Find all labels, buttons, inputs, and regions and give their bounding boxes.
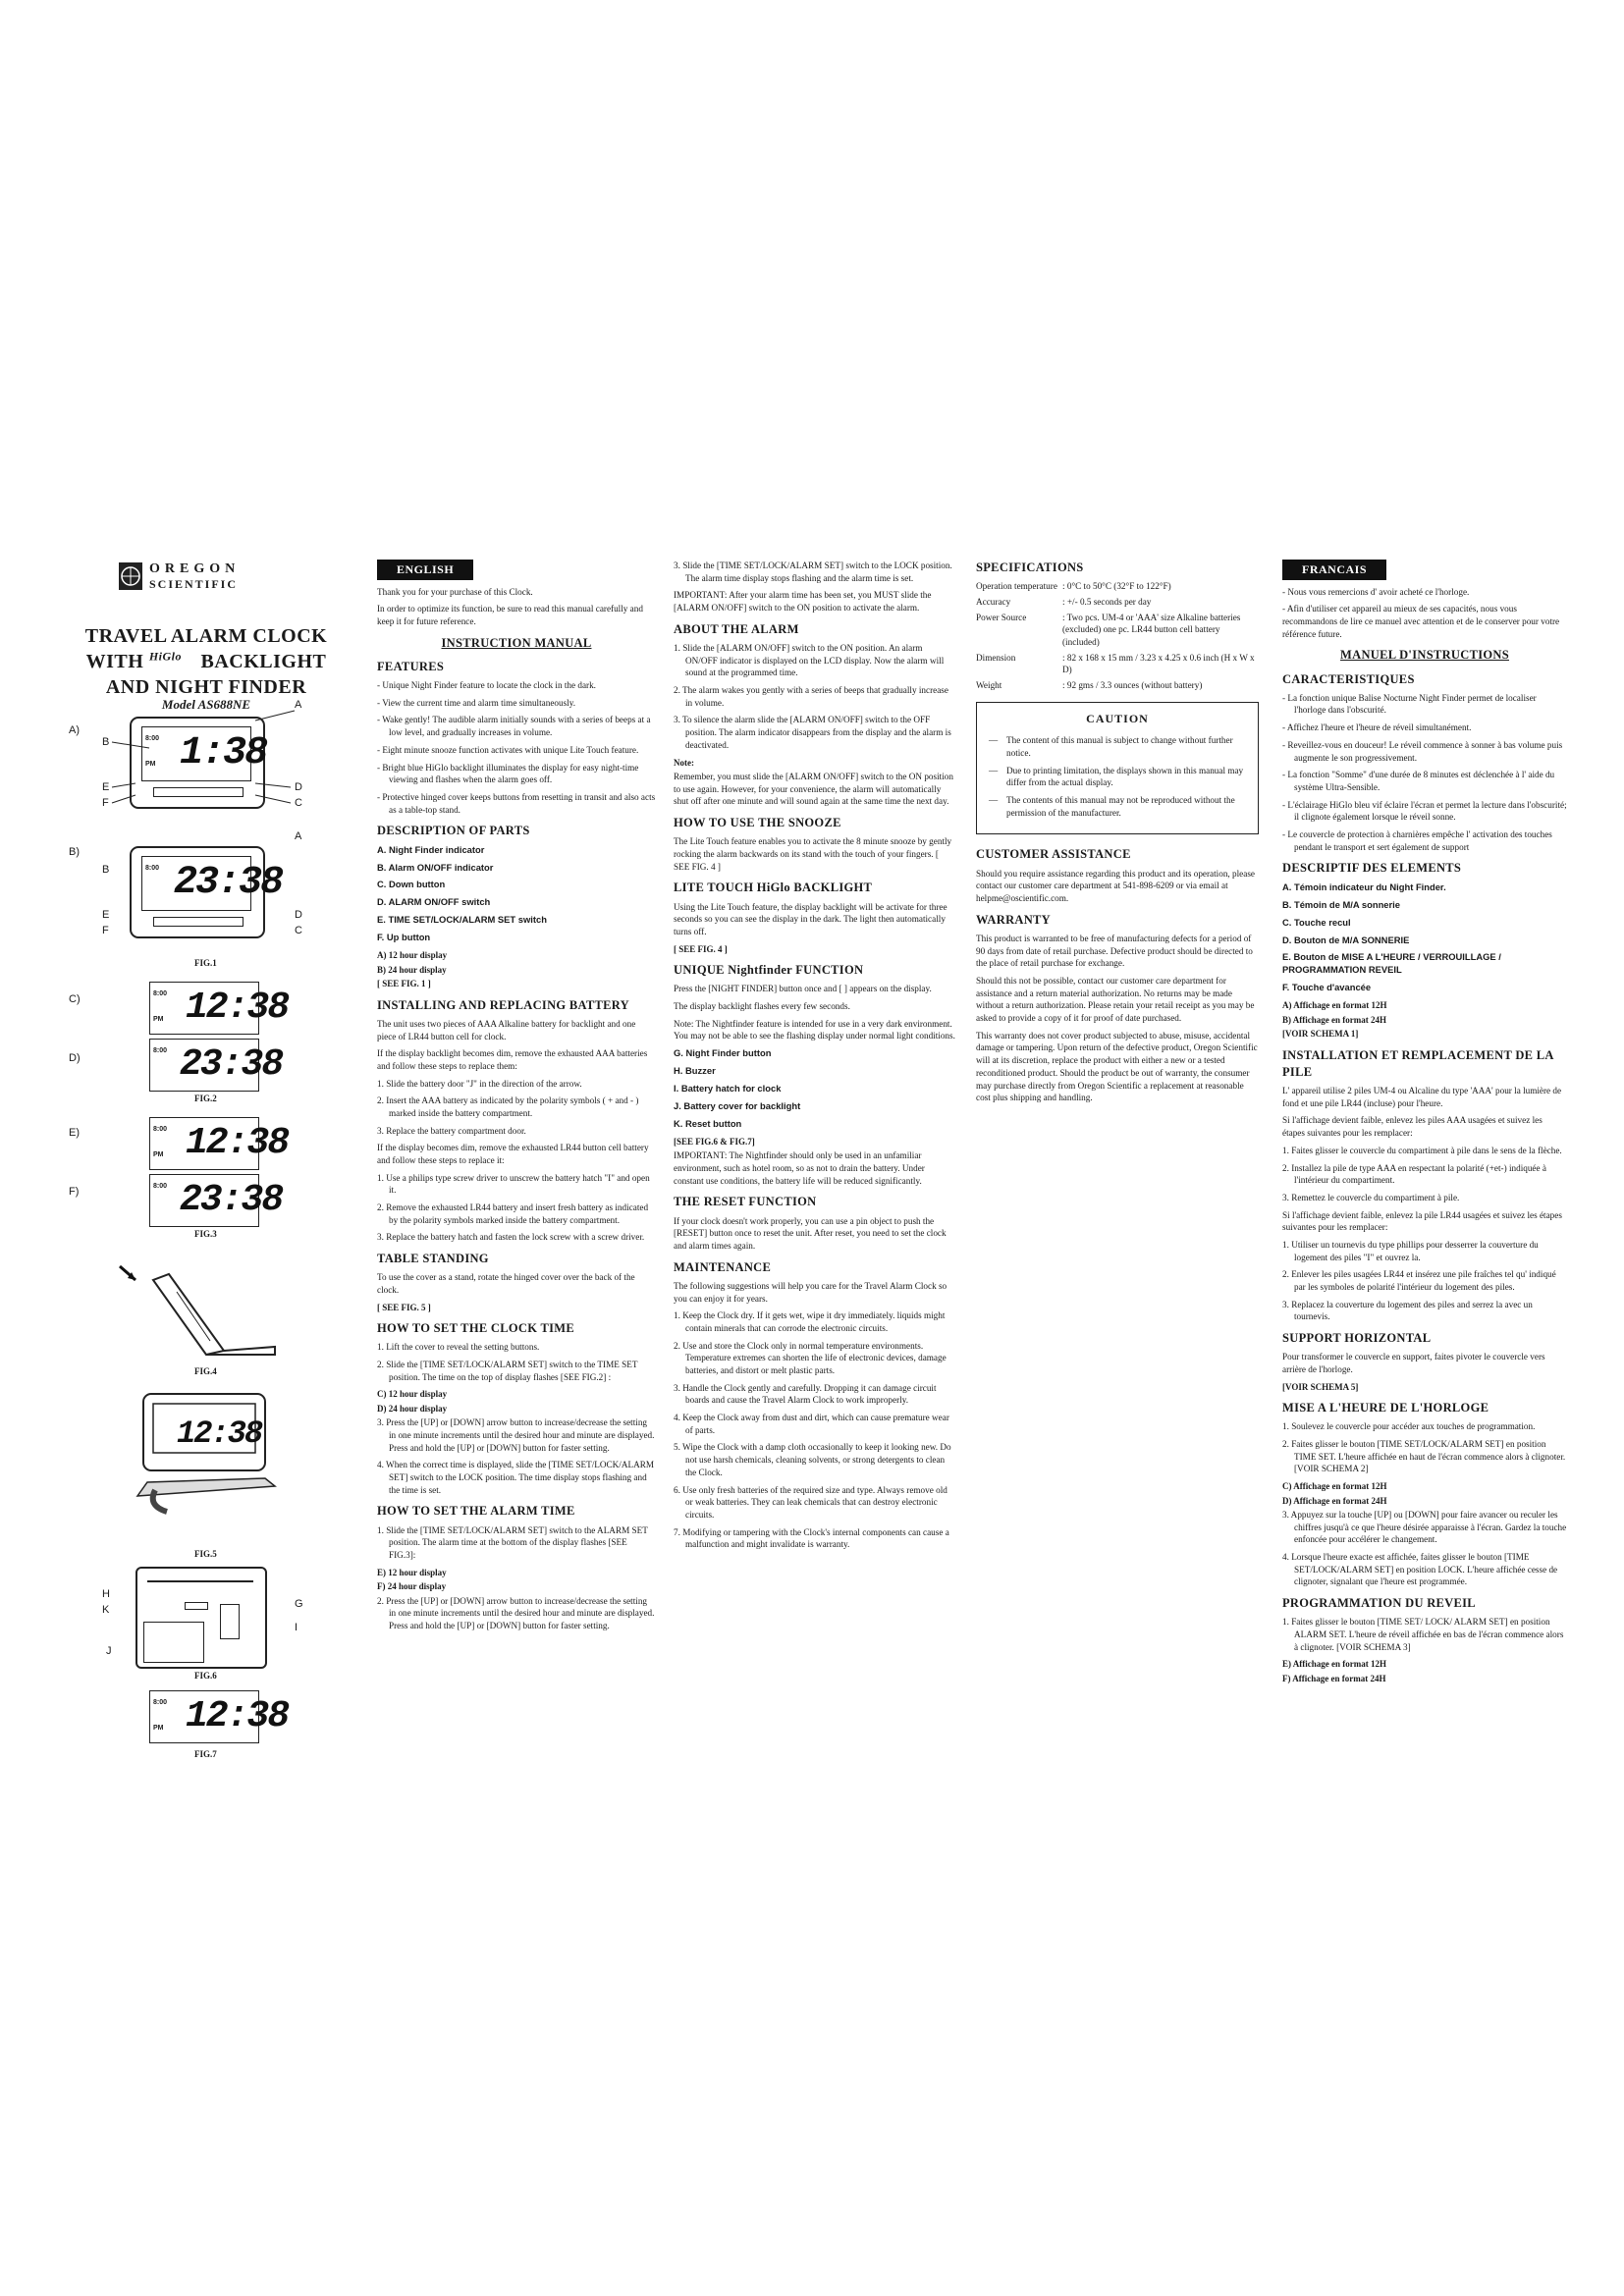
alarm-time-readout: 8:00 bbox=[153, 1699, 168, 1706]
caution-item bbox=[989, 765, 1246, 789]
pm-indicator: PM bbox=[153, 1725, 164, 1732]
callout-c: C bbox=[295, 797, 302, 809]
display-mode-f: F) 24 hour display bbox=[377, 1581, 447, 1592]
spec-key: Weight bbox=[976, 680, 1002, 691]
display-mode-c: C) Affichage en format 12H bbox=[1282, 1481, 1387, 1492]
row-label-d: D) bbox=[69, 1052, 81, 1064]
battery-step: 2. Installez la pile de type AAA en respectant la polarité (+et-) indiquée à l'intérieur du compartiment. bbox=[1282, 1162, 1546, 1186]
part-item: F. Up button bbox=[377, 932, 431, 943]
spec-row bbox=[976, 652, 1259, 676]
battery-text: Si l'affichage devient faible, enlevez les piles AAA usagées et suivez les étapes suivantes pour les remplacer: bbox=[1282, 1115, 1543, 1139]
reset-text: If your clock doesn't work properly, you can use a pin object to push the [RESET] button once to reset the unit. After reset, you need to set the clock and alarm times again. bbox=[674, 1215, 947, 1251]
part-item: E. TIME SET/LOCK/ALARM SET switch bbox=[377, 914, 547, 926]
manual-heading: MANUEL D'INSTRUCTIONS bbox=[1340, 648, 1509, 663]
see-fig-ref: [VOIR SCHEMA 1] bbox=[1282, 1029, 1359, 1040]
alarm-time-readout: 8:00 bbox=[153, 990, 168, 997]
time-digits: 12:38 bbox=[186, 987, 289, 1029]
part-item: B. Alarm ON/OFF indicator bbox=[377, 861, 494, 873]
caution-box bbox=[976, 702, 1259, 835]
display-mode-a: A) 12 hour display bbox=[377, 950, 448, 961]
lite-touch-heading: LITE TOUCH HiGlo BACKLIGHT bbox=[674, 881, 873, 895]
callout-g: G bbox=[295, 1598, 303, 1610]
spec-row bbox=[976, 679, 1259, 692]
feature-item: - Le couvercle de protection à charnières empêche l' activation des touches pendant le transport et sert également de support bbox=[1282, 828, 1552, 852]
battery-text: If the display becomes dim, remove the exhausted LR44 button cell battery and follow these steps to replace it: bbox=[377, 1143, 649, 1166]
clock-step: 1. Soulevez le couvercle pour accéder aux touches de programmation. bbox=[1282, 1421, 1536, 1432]
about-alarm-heading: ABOUT THE ALARM bbox=[674, 621, 799, 636]
part-item: A. Témoin indicateur du Night Finder. bbox=[1282, 881, 1446, 892]
battery-step: 3. Remettez le couvercle du compartiment à pile. bbox=[1282, 1192, 1460, 1202]
spec-value: : 82 x 168 x 15 mm / 3.23 x 4.25 x 0.6 inch (H x W x D) bbox=[1062, 652, 1255, 675]
battery-cover-backlight bbox=[143, 1622, 204, 1663]
part-item: C. Touche recul bbox=[1282, 916, 1351, 928]
display-mode-b: B) 24 hour display bbox=[377, 964, 447, 975]
caption-fig2: FIG.2 bbox=[194, 1094, 217, 1103]
alarm-time-heading: HOW TO SET THE ALARM TIME bbox=[377, 1504, 575, 1519]
english-column-2 bbox=[674, 560, 956, 1556]
specifications-heading: SPECIFICATIONS bbox=[976, 561, 1084, 574]
intro-text: - Nous vous remercions d' avoir acheté ce l'horloge. bbox=[1282, 586, 1470, 597]
maintenance-item: 5. Wipe the Clock with a damp cloth occasionally to keep it looking new. Do not use harsh chemicals, cleaning solvents, or strong detergents to clean the Clock. bbox=[674, 1442, 951, 1477]
customer-assistance-heading: CUSTOMER ASSISTANCE bbox=[976, 847, 1131, 862]
time-digits: 23:38 bbox=[180, 1179, 283, 1221]
french-banner: FRANCAIS bbox=[1282, 560, 1386, 580]
callout-f: F bbox=[102, 797, 109, 809]
maintenance-item: 3. Handle the Clock gently and carefully. Dropping it can damage circuit boards and cause the Travel Alarm Clock to work improperly. bbox=[674, 1382, 937, 1406]
feature-item: - View the current time and alarm time simultaneously. bbox=[377, 697, 576, 708]
buzzer-slot bbox=[147, 1580, 253, 1582]
maintenance-item: 4. Keep the Clock away from dust and dirt, which can cause premature wear of parts. bbox=[674, 1413, 949, 1435]
fig5-time-digits: 12:38 bbox=[177, 1415, 262, 1452]
clock-step: 3. Press the [UP] or [DOWN] arrow button to increase/decrease the setting in one minute increments until the desired hour and minute are displayed. Press and hold the [UP] or [DOWN] button for faster setting. bbox=[377, 1417, 655, 1453]
display-mode-f: F) Affichage en format 24H bbox=[1282, 1673, 1386, 1683]
callout-f2: F bbox=[102, 925, 109, 936]
intro-text: Thank you for your purchase of this Clock. bbox=[377, 586, 533, 597]
clock-step: 3. Appuyez sur la touche [UP] ou [DOWN] pour faire avancer ou reculer les chiffres jusqu'à ce que l'heure désirée apparaisse à l'écran. Gardez la touche enfoncée pour accélérer le changement. bbox=[1282, 1509, 1567, 1545]
caution-text: The contents of this manual may not be reproduced without the permission of the manufacturer. bbox=[1006, 795, 1235, 818]
spec-row bbox=[976, 596, 1259, 609]
title-higlo: HiGlo bbox=[148, 649, 182, 664]
callout-a: A bbox=[295, 699, 302, 711]
title-line1: TRAVEL ALARM CLOCK bbox=[84, 625, 328, 647]
callout-d: D bbox=[295, 781, 302, 793]
clock-step: 4. Lorsque l'heure exacte est affichée, faites glisser le bouton [TIME SET/LOCK/ALARM SET] en position LOCK. L'heure affichée cesse de clignoter, signalant que l'heure est programmée. bbox=[1282, 1552, 1558, 1587]
warranty-text: This warranty does not cover product subjected to abuse, misuse, accidental damage or tampering. Upon return of the defective product, Oregon Scientific will at its discretion, replace the product with either a new or a tested reconditioned product. Should the product be out of warranty, the consumer may purchase directly from Oregon Scientific a replacement at reasonable cost plus shipping and handling. bbox=[976, 1030, 1258, 1103]
caption-fig4: FIG.4 bbox=[194, 1366, 217, 1376]
feature-item: - La fonction "Somme" d'une durée de 8 minutes est déclenchée à l' aide du système Ultra-Sensible. bbox=[1282, 770, 1555, 792]
clock-step: 1. Lift the cover to reveal the setting buttons. bbox=[377, 1342, 540, 1353]
nightfinder-heading: UNIQUE Nightfinder FUNCTION bbox=[674, 963, 864, 977]
see-fig-ref: [ SEE FIG. 4 ] bbox=[674, 943, 728, 954]
callout-k: K bbox=[102, 1604, 110, 1616]
button-strip bbox=[153, 917, 244, 927]
reset-button bbox=[185, 1602, 208, 1610]
clock-device-b bbox=[130, 846, 283, 938]
nightfinder-text: Note: The Nightfinder feature is intended for use in a very dark environment. You may not be able to see the flashing display under normal light conditions. bbox=[674, 1018, 955, 1041]
important-note: IMPORTANT: The Nightfinder should only be used in an unfamiliar environment, such as hotel room, so as not to drain the battery. Under constant use conditions, the battery life will be reduced significantly. bbox=[674, 1150, 925, 1186]
part-item: C. Down button bbox=[377, 879, 446, 890]
caution-text: The content of this manual is subject to change without further notice. bbox=[1006, 735, 1233, 758]
lite-touch-text: Using the Lite Touch feature, the display backlight will be activate for three seconds so you can see the display in the dark. The light then automatically turns off. bbox=[674, 901, 947, 936]
english-banner: ENGLISH bbox=[377, 560, 473, 580]
clock-back-view bbox=[135, 1567, 267, 1669]
see-fig-ref: [VOIR SCHEMA 5] bbox=[1282, 1381, 1359, 1392]
caution-item bbox=[989, 734, 1246, 759]
caption-fig3: FIG.3 bbox=[194, 1229, 217, 1239]
spec-key: Operation temperature bbox=[976, 581, 1057, 592]
part-item: H. Buzzer bbox=[674, 1064, 716, 1076]
display-mode-d: D) Affichage en format 24H bbox=[1282, 1495, 1387, 1506]
caution-text: Due to printing limitation, the displays shown in this manual may differ from the actual display. bbox=[1006, 765, 1244, 788]
nightfinder-text: The display backlight flashes every few seconds. bbox=[674, 1000, 850, 1011]
callout-a2: A bbox=[295, 830, 302, 842]
time-digits: 12:38 bbox=[186, 1122, 289, 1164]
feature-item: - Affichez l'heure et l'heure de réveil simultanément. bbox=[1282, 722, 1472, 733]
intro-text: In order to optimize its function, be sure to read this manual carefully and keep it for future reference. bbox=[377, 604, 643, 626]
alarm-time-readout: 8:00 bbox=[153, 1126, 168, 1133]
caption-fig1: FIG.1 bbox=[194, 958, 217, 968]
note-text: Remember, you must slide the [ALARM ON/OFF] switch to the ON position to use again. However, for your convenience, the alarm will automatically shut off after one minute and will sound again at the same time the next day. bbox=[674, 771, 953, 807]
lcd-fig2-c bbox=[149, 982, 289, 1035]
clock-step: 2. Faites glisser le bouton [TIME SET/LOCK/ALARM SET] en position TIME SET. L'heure affichée en haut de l'écran commence alors à clignoter. [VOIR SCHEMA 2] bbox=[1282, 1439, 1566, 1474]
battery-text: Si l'affichage devient faible, enlevez la pile LR44 usagées et suivez les étapes suivantes pour les remplacer: bbox=[1282, 1209, 1562, 1233]
battery-step: 1. Slide the battery door "J" in the direction of the arrow. bbox=[377, 1078, 582, 1089]
battery-step: 3. Replace the battery hatch and fasten the lock screw with a screw driver. bbox=[377, 1232, 645, 1243]
battery-step: 1. Utiliser un tournevis du type phillips pour desserrer la couverture du logement des piles "I" et ouvrez la. bbox=[1282, 1239, 1539, 1262]
caution-item bbox=[989, 794, 1246, 819]
see-fig-ref: [ SEE FIG. 5 ] bbox=[377, 1302, 431, 1312]
title-line2a: WITH bbox=[85, 651, 144, 672]
callout-c2: C bbox=[295, 925, 302, 936]
row-label-c: C) bbox=[69, 993, 81, 1005]
title-line2b: BACKLIGHT bbox=[200, 651, 327, 672]
warranty-text: Should this not be possible, contact our customer care department for assistance and a return material authorization. No returns may be made without a return authorization. Please retain your retail receipt as you may be asked to provide a copy of it for proof of date purchased. bbox=[976, 976, 1255, 1024]
stand-text: To use the cover as a stand, rotate the hinged cover over the back of the clock. bbox=[377, 1272, 635, 1296]
brand-line2: SCIENTIFIC bbox=[149, 577, 239, 591]
dash-bullet: — bbox=[989, 765, 999, 775]
battery-step: 2. Insert the AAA battery as indicated by the polarity symbols ( + and - ) marked inside the battery compartment. bbox=[377, 1095, 639, 1118]
feature-item: - Protective hinged cover keeps buttons from resetting in transit and also acts as a table-top stand. bbox=[377, 791, 656, 815]
row-label-f: F) bbox=[69, 1186, 80, 1198]
part-item: K. Reset button bbox=[674, 1117, 742, 1129]
clock-time-heading: HOW TO SET THE CLOCK TIME bbox=[377, 1321, 574, 1336]
battery-text: L' appareil utilise 2 piles UM-4 ou Alcaline du type 'AAA' pour la lumière de fond et une pile LR44 (incluse) pour l'heure. bbox=[1282, 1086, 1562, 1108]
brand-logo bbox=[118, 561, 275, 595]
part-item: F. Touche d'avancée bbox=[1282, 982, 1372, 993]
alarm-time-heading: PROGRAMMATION DU REVEIL bbox=[1282, 1596, 1476, 1611]
spec-row bbox=[976, 612, 1259, 649]
note-label: Note: bbox=[674, 757, 694, 768]
alarm-time-readout: 8:00 bbox=[145, 865, 160, 872]
callout-b: B bbox=[102, 736, 110, 748]
spec-value: : 92 gms / 3.3 ounces (without battery) bbox=[1062, 680, 1203, 691]
alarm-step: 2. Press the [UP] or [DOWN] arrow button to increase/decrease the setting in one minute increments until the desired hour and minute are displayed. Press and hold the [UP] or [DOWN] button for faster setting. bbox=[377, 1595, 655, 1630]
battery-step: 3. Replacez la couverture du logement des piles and serrez la avec un tournevis. bbox=[1282, 1299, 1533, 1322]
display-mode-e: E) 12 hour display bbox=[377, 1567, 447, 1577]
alarm-step: 3. Slide the [TIME SET/LOCK/ALARM SET] switch to the LOCK position. The alarm time display stops flashing and the alarm time is set. bbox=[674, 561, 952, 583]
spec-value: : Two pcs. UM-4 or 'AAA' size Alkaline batteries (excluded) one pc. LR44 button cell battery (included) bbox=[1062, 612, 1241, 647]
battery-step: 3. Replace the battery compartment door. bbox=[377, 1125, 526, 1136]
spec-value: : 0°C to 50°C (32°F to 122°F) bbox=[1062, 581, 1171, 592]
battery-heading: INSTALLING AND REPLACING BATTERY bbox=[377, 997, 630, 1012]
feature-item: - Bright blue HiGlo backlight illuminates the display for easy night-time viewing and flashes when the alarm goes off. bbox=[377, 762, 639, 785]
model-number: Model AS688NE bbox=[161, 697, 251, 712]
callout-b2: B bbox=[102, 864, 110, 876]
clock-time-heading: MISE A L'HEURE DE L'HORLOGE bbox=[1282, 1401, 1489, 1415]
battery-heading: INSTALLATION ET REMPLACEMENT DE LA PILE bbox=[1282, 1047, 1553, 1079]
battery-step: 2. Remove the exhausted LR44 battery and insert fresh battery as indicated by the polarity symbols marked inside the battery compartment. bbox=[377, 1202, 649, 1225]
alarm-time-readout: 8:00 bbox=[153, 1047, 168, 1054]
brand-line1: OREGON bbox=[149, 561, 241, 576]
important-note: IMPORTANT: After your alarm time has been set, you MUST slide the [ALARM ON/OFF] switch to the ON position to activate the alarm. bbox=[674, 590, 932, 614]
features-heading: FEATURES bbox=[377, 659, 445, 673]
callout-h: H bbox=[102, 1588, 110, 1600]
warranty-heading: WARRANTY bbox=[976, 912, 1052, 927]
clock-step: 2. Slide the [TIME SET/LOCK/ALARM SET] switch to the TIME SET position. The time on the top of display flashes [SEE FIG.2] : bbox=[377, 1360, 638, 1382]
see-fig-ref: [ SEE FIG. 1 ] bbox=[377, 979, 431, 989]
lcd-fig2-d bbox=[149, 1039, 283, 1092]
feature-item: - Eight minute snooze function activates with unique Lite Touch feature. bbox=[377, 744, 639, 755]
globe-icon bbox=[118, 561, 143, 591]
specs-column bbox=[976, 560, 1259, 1109]
instruction-manual-heading: INSTRUCTION MANUAL bbox=[441, 635, 592, 650]
maintenance-item: 2. Use and store the Clock only in normal temperature environments. Temperature extremes can shorten the life of electronic devices, damage batteries, and distort or melt plastic parts. bbox=[674, 1340, 947, 1375]
battery-text: The unit uses two pieces of AAA Alkaline battery for backlight and one piece of LR44 button cell for clock. bbox=[377, 1018, 636, 1041]
display-mode-a: A) Affichage en format 12H bbox=[1282, 1000, 1387, 1011]
caption-fig7: FIG.7 bbox=[194, 1749, 217, 1759]
time-digits: 12:38 bbox=[186, 1695, 289, 1737]
feature-item: - Wake gently! The audible alarm initially sounds with a series of beeps at a low level, and gradually increases in volume. bbox=[377, 715, 651, 738]
spec-key: Power Source bbox=[976, 612, 1027, 622]
customer-assistance-text: Should you require assistance regarding this product and its operation, please contact our customer care department at 541-898-6209 or via email at helpme@oscientific.com. bbox=[976, 868, 1255, 904]
figure-4-tilted-clock bbox=[108, 1256, 285, 1364]
part-item: J. Battery cover for backlight bbox=[674, 1099, 801, 1111]
callout-e: E bbox=[102, 781, 110, 793]
lcd-fig7 bbox=[149, 1690, 289, 1743]
part-item: E. Bouton de MISE A L'HEURE / VERROUILLAGE / PROGRAMMATION REVEIL bbox=[1282, 951, 1501, 976]
about-step: 1. Slide the [ALARM ON/OFF] switch to the ON position. An alarm ON/OFF indicator is displayed on the LCD display. Now the alarm will sound at the programmed time. bbox=[674, 643, 945, 678]
maintenance-heading: MAINTENANCE bbox=[674, 1259, 772, 1274]
document-title bbox=[59, 623, 353, 700]
display-mode-c: C) 12 hour display bbox=[377, 1389, 448, 1400]
dash-bullet: — bbox=[989, 735, 999, 746]
maintenance-item: 1. Keep the Clock dry. If it gets wet, wipe it dry immediately. liquids might contain minerals that can corrode the electronic circuits. bbox=[674, 1310, 946, 1333]
figure-5-stand bbox=[128, 1388, 285, 1530]
intro-text: - Afin d'utiliser cet appareil au mieux de ses capacités, nous vous recommandons de lire ce manuel avec attention et de le conserver pour votre référence future. bbox=[1282, 604, 1560, 639]
about-step: 2. The alarm wakes you gently with a series of beeps that gradually increase in volume. bbox=[674, 685, 948, 708]
part-item: D. ALARM ON/OFF switch bbox=[377, 896, 491, 908]
pm-indicator: PM bbox=[153, 1016, 164, 1023]
callout-lines bbox=[108, 699, 304, 807]
alarm-time-readout: 8:00 bbox=[145, 735, 160, 742]
part-item: I. Battery hatch for clock bbox=[674, 1082, 782, 1094]
about-step: 3. To silence the alarm slide the [ALARM ON/OFF] switch to the OFF position. The alarm indicator disappears from the display and the alarm is deactivated. bbox=[674, 715, 951, 750]
feature-item: - La fonction unique Balise Nocturne Night Finder permet de localiser l'horloge dans l'obscurité. bbox=[1282, 692, 1537, 716]
time-digits: 23:38 bbox=[180, 1043, 283, 1086]
snooze-text: The Lite Touch feature enables you to activate the 8 minute snooze by gently rocking the alarm backwards on its stand with the touch of your fingers. [ SEE FIG. 4 ] bbox=[674, 836, 952, 872]
time-digits: 1:38 bbox=[180, 731, 267, 775]
pm-indicator: PM bbox=[145, 761, 156, 768]
stand-text: Pour transformer le couvercle en support, faites pivoter le couvercle vers arrière de l'horloge. bbox=[1282, 1352, 1545, 1375]
feature-item: - Unique Night Finder feature to locate the clock in the dark. bbox=[377, 680, 596, 691]
reset-heading: THE RESET FUNCTION bbox=[674, 1195, 817, 1209]
alarm-step: 1. Faites glisser le bouton [TIME SET/ LOCK/ ALARM SET] en position ALARM SET. L'heure de réveil affichée en bas de l'écran commence alors à clignoter. [VOIR SCHEMA 3] bbox=[1282, 1617, 1564, 1652]
callout-i: I bbox=[295, 1622, 298, 1633]
battery-step: 1. Faites glisser le couvercle du compartiment à pile dans le sens de la flèche. bbox=[1282, 1145, 1562, 1155]
see-fig-ref: [SEE FIG.6 & FIG.7] bbox=[674, 1136, 755, 1147]
part-item: B. Témoin de M/A sonnerie bbox=[1282, 898, 1400, 910]
callout-j: J bbox=[106, 1645, 112, 1657]
lcd-display bbox=[141, 856, 283, 911]
snooze-heading: HOW TO USE THE SNOOZE bbox=[674, 815, 841, 829]
spec-key: Accuracy bbox=[976, 596, 1011, 607]
row-label-b: B) bbox=[69, 846, 80, 858]
battery-text: If the display backlight becomes dim, remove the exhausted AAA batteries and follow these steps to replace them: bbox=[377, 1048, 648, 1071]
display-mode-d: D) 24 hour display bbox=[377, 1403, 448, 1414]
callout-e2: E bbox=[102, 909, 110, 921]
part-item: D. Bouton de M/A SONNERIE bbox=[1282, 934, 1410, 945]
caution-title: CAUTION bbox=[1086, 711, 1149, 725]
english-column bbox=[377, 560, 656, 1637]
stand-heading: SUPPORT HORIZONTAL bbox=[1282, 1331, 1432, 1346]
part-item: A. Night Finder indicator bbox=[377, 843, 485, 855]
parts-heading: DESCRIPTION OF PARTS bbox=[377, 824, 530, 838]
maintenance-item: 7. Modifying or tampering with the Clock's internal components can cause a malfunction and might invalidate is warranty. bbox=[674, 1526, 949, 1550]
spec-value: : +/- 0.5 seconds per day bbox=[1062, 596, 1152, 607]
alarm-step: 1. Slide the [TIME SET/LOCK/ALARM SET] switch to the ALARM SET position. The alarm time at the bottom of the display flashes [SEE FIG.3]: bbox=[377, 1524, 648, 1561]
title-line3: AND NIGHT FINDER bbox=[105, 676, 307, 698]
feature-item: - L'éclairage HiGlo bleu vif éclaire l'écran et permet la lecture dans l'obscurité; il clignote également lorsque le réveil sonne. bbox=[1282, 799, 1567, 823]
nightfinder-text: Press the [NIGHT FINDER] button once and [ ] appears on the display. bbox=[674, 984, 932, 994]
clock-step: 4. When the correct time is displayed, slide the [TIME SET/LOCK/ALARM SET] switch to the LOCK position. The time display stops flashing and the time is set. bbox=[377, 1460, 655, 1495]
parts-heading: DESCRIPTIF DES ELEMENTS bbox=[1282, 861, 1462, 876]
callout-d2: D bbox=[295, 909, 302, 921]
spec-key: Dimension bbox=[976, 652, 1016, 663]
time-digits: 23:38 bbox=[174, 861, 283, 905]
display-mode-e: E) Affichage en format 12H bbox=[1282, 1659, 1386, 1670]
battery-hatch-clock bbox=[220, 1604, 240, 1639]
caption-fig6: FIG.6 bbox=[194, 1671, 217, 1681]
feature-item: - Reveillez-vous en douceur! Le réveil commence à sonner à bas volume puis augmente le son progressivement. bbox=[1282, 739, 1563, 763]
maintenance-text: The following suggestions will help you care for the Travel Alarm Clock so you can enjoy it for years. bbox=[674, 1280, 947, 1304]
stand-heading: TABLE STANDING bbox=[377, 1252, 489, 1266]
lcd-fig3-f bbox=[149, 1174, 283, 1227]
row-label-e: E) bbox=[69, 1127, 80, 1139]
maintenance-item: 6. Use only fresh batteries of the required size and type. Always remove old or weak batteries. They can leak chemicals that can destroy electronic circuits. bbox=[674, 1484, 947, 1520]
battery-step: 1. Use a philips type screw driver to unscrew the battery hatch "I" and open it. bbox=[377, 1172, 650, 1196]
dash-bullet: — bbox=[989, 795, 999, 806]
features-heading: CARACTERISTIQUES bbox=[1282, 671, 1415, 686]
battery-step: 2. Enlever les piles usagées LR44 et insérez une pile fraîches tel qu' indiqué par les symboles de polarité l'intérieur du logement des piles. bbox=[1282, 1269, 1556, 1293]
lcd-fig3-e bbox=[149, 1117, 289, 1170]
row-label-a: A) bbox=[69, 724, 80, 736]
warranty-text: This product is warranted to be free of manufacturing defects for a period of 90 days from date of retail purchase. Defective product should be directed to the place of retail purchase for exchange. bbox=[976, 933, 1253, 969]
pm-indicator: PM bbox=[153, 1151, 164, 1158]
french-column bbox=[1282, 560, 1567, 1686]
part-item: G. Night Finder button bbox=[674, 1047, 772, 1058]
display-mode-b: B) Affichage en format 24H bbox=[1282, 1014, 1386, 1025]
alarm-time-readout: 8:00 bbox=[153, 1183, 168, 1190]
caption-fig5: FIG.5 bbox=[194, 1549, 217, 1559]
spec-row bbox=[976, 580, 1259, 593]
